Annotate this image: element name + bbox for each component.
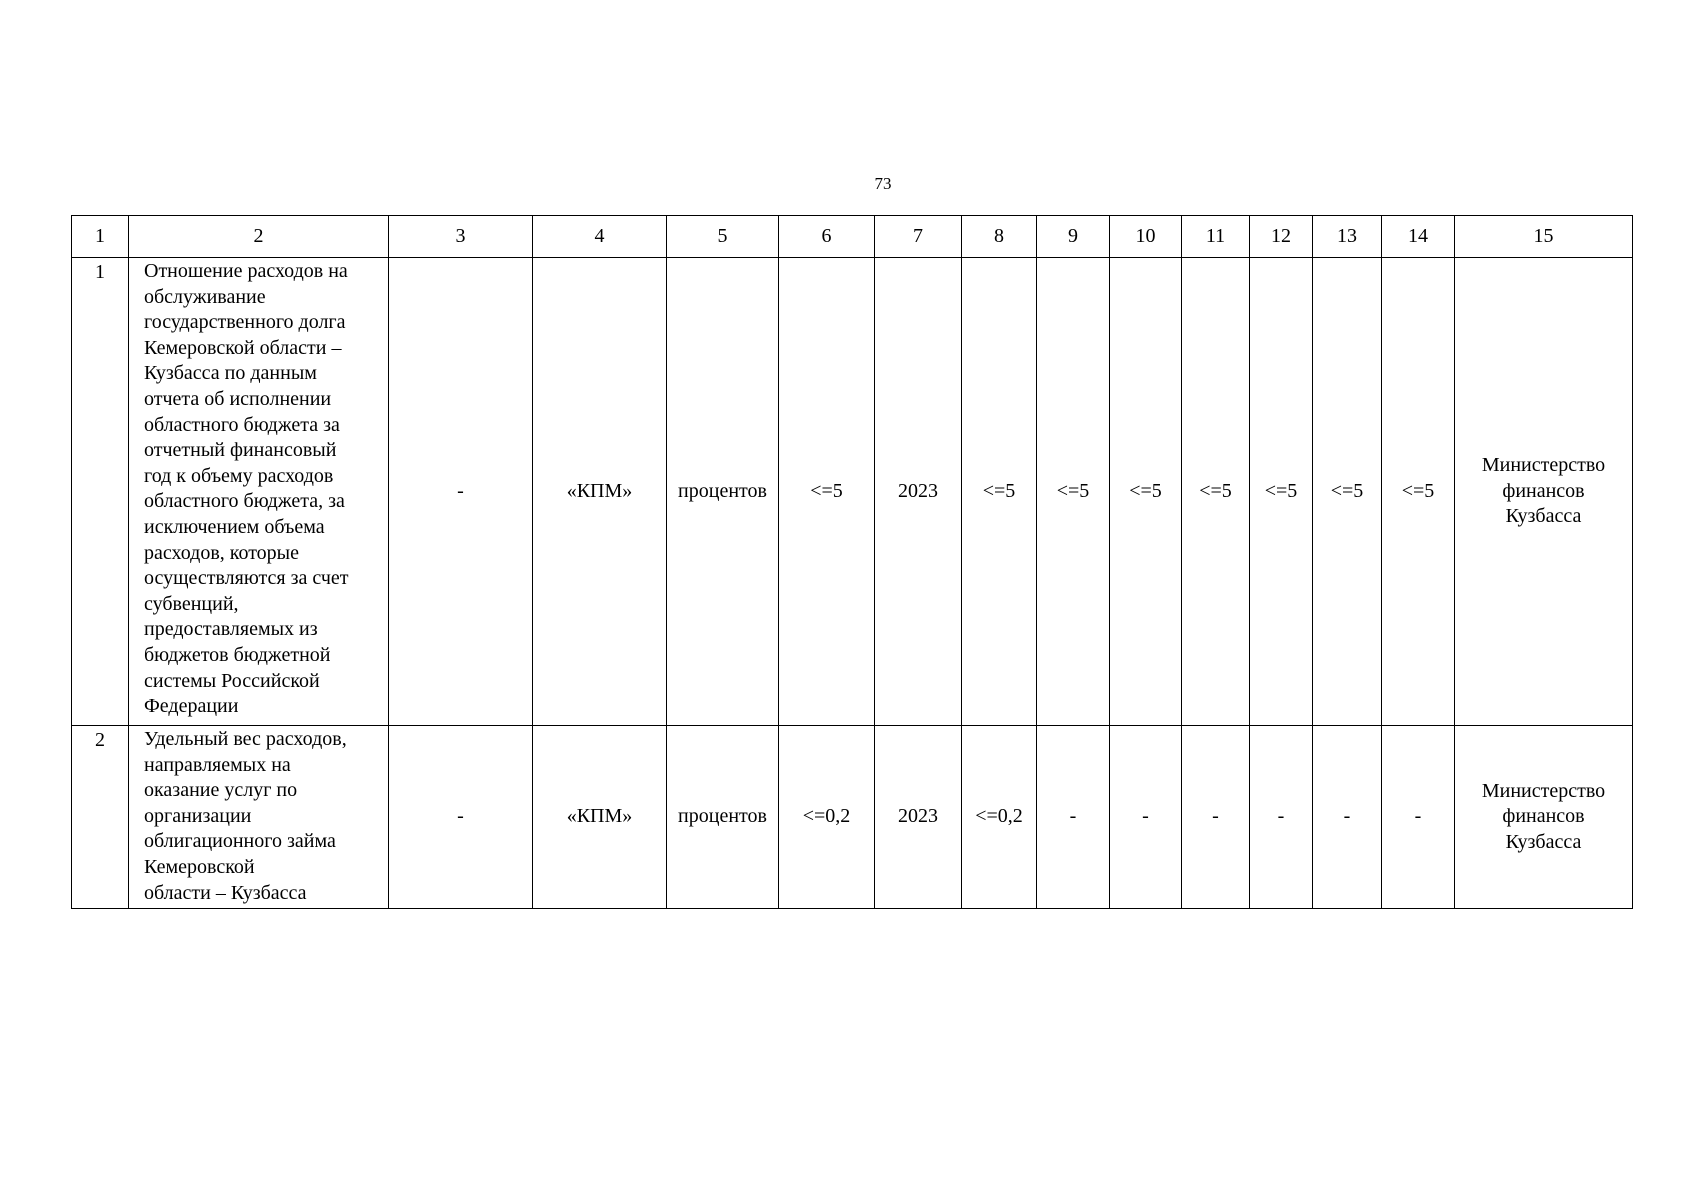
indicator-name-line: Удельный вес расходов,	[144, 728, 347, 750]
cell-col12: -	[1250, 726, 1313, 909]
indicator-name	[129, 258, 389, 726]
column-header: 4	[533, 216, 667, 258]
cell-responsible	[1455, 726, 1633, 909]
cell-col14: <=5	[1382, 258, 1455, 726]
cell-col4: «КПМ»	[533, 726, 667, 909]
responsible-line: Министерство	[1481, 454, 1606, 477]
cell-col10: <=5	[1110, 258, 1182, 726]
indicator-name-line: Федерации	[144, 695, 239, 718]
column-header: 13	[1313, 216, 1382, 258]
indicator-name-line: Кузбасса по данным	[144, 362, 317, 385]
indicator-name-line: Отношение расходов на	[144, 260, 348, 282]
indicator-name-line: исключением объема	[144, 515, 325, 538]
column-header: 2	[129, 216, 389, 258]
indicator-name-line: предоставляемых из	[144, 618, 318, 641]
indicator-name-line: организации	[144, 804, 252, 827]
page-number: 73	[874, 174, 892, 193]
cell-col8: <=0,2	[962, 726, 1037, 909]
column-header: 1	[72, 216, 129, 258]
indicator-name-line: обслуживание	[144, 285, 266, 308]
cell-col3: -	[389, 258, 533, 726]
cell-col9: -	[1037, 726, 1110, 909]
cell-col3: -	[389, 726, 533, 909]
indicator-name-line: осуществляются за счет	[144, 567, 349, 590]
indicator-name-line: направляемых на	[144, 753, 291, 776]
indicator-name-line: субвенций,	[144, 592, 239, 615]
indicator-name-line: оказание услуг по	[144, 779, 298, 802]
column-header: 8	[962, 216, 1037, 258]
column-header: 5	[667, 216, 779, 258]
column-header: 3	[389, 216, 533, 258]
cell-col8: <=5	[962, 258, 1037, 726]
indicator-name-line: бюджетов бюджетной	[144, 643, 331, 666]
table-row	[72, 726, 1633, 909]
cell-year: 2023	[875, 726, 962, 909]
column-header: 9	[1037, 216, 1110, 258]
row-number: 1	[72, 258, 129, 726]
cell-col10: -	[1110, 726, 1182, 909]
indicator-name	[129, 726, 389, 909]
cell-col6: <=5	[779, 258, 875, 726]
column-header: 7	[875, 216, 962, 258]
column-header: 10	[1110, 216, 1182, 258]
indicator-name-line: областного бюджета за	[144, 413, 340, 436]
indicator-name-line: год к объему расходов	[144, 464, 334, 487]
indicator-name-line: государственного долга	[144, 311, 346, 334]
cell-unit: процентов	[667, 258, 779, 726]
cell-responsible	[1455, 258, 1633, 726]
responsible-line: финансов	[1502, 805, 1585, 828]
responsible-line: Кузбасса	[1505, 830, 1582, 853]
responsible-line: Кузбасса	[1505, 505, 1582, 528]
cell-year: 2023	[875, 258, 962, 726]
cell-col4: «КПМ»	[533, 258, 667, 726]
indicator-name-line: Кемеровской области –	[144, 336, 342, 359]
indicator-name-line: отчетный финансовый	[144, 439, 337, 462]
table-row	[72, 258, 1633, 726]
column-header: 14	[1382, 216, 1455, 258]
cell-col11: -	[1182, 726, 1250, 909]
cell-col12: <=5	[1250, 258, 1313, 726]
indicator-name-line: отчета об исполнении	[144, 387, 332, 410]
column-header: 6	[779, 216, 875, 258]
indicator-name-line: областного бюджета, за	[144, 490, 345, 513]
indicator-name-line: Кемеровской	[144, 855, 255, 878]
column-header: 11	[1182, 216, 1250, 258]
cell-col14: -	[1382, 726, 1455, 909]
responsible-line: Министерство	[1481, 779, 1606, 802]
cell-col11: <=5	[1182, 258, 1250, 726]
cell-col13: <=5	[1313, 258, 1382, 726]
column-header: 12	[1250, 216, 1313, 258]
cell-col9: <=5	[1037, 258, 1110, 726]
responsible-line: финансов	[1502, 479, 1585, 502]
cell-col6: <=0,2	[779, 726, 875, 909]
indicator-name-line: облигационного займа	[144, 830, 336, 853]
row-number: 2	[72, 726, 129, 909]
indicators-table	[71, 215, 1633, 909]
column-header: 15	[1455, 216, 1633, 258]
indicator-name-line: расходов, которые	[144, 541, 299, 564]
indicator-name-line: системы Российской	[144, 669, 320, 692]
indicator-name-line: области – Кузбасса	[144, 881, 307, 904]
cell-unit: процентов	[667, 726, 779, 909]
table-header-row	[72, 216, 1633, 258]
cell-col13: -	[1313, 726, 1382, 909]
